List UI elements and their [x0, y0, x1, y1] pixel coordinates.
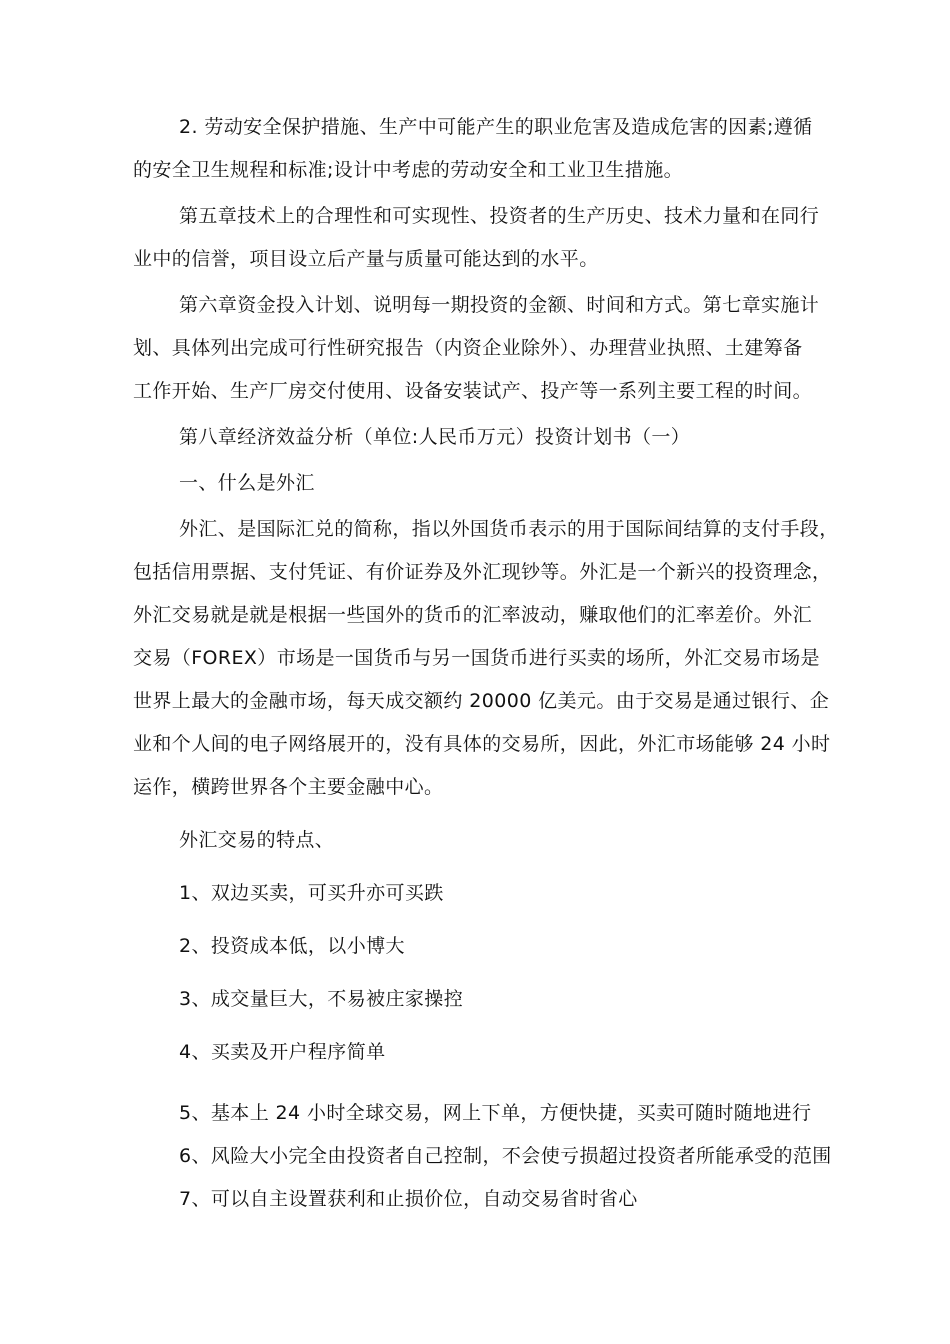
paragraph-line: 外汇、是国际汇兑的简称，指以外国货币表示的用于国际间结算的支付手段， — [179, 518, 839, 540]
list-item: 7、可以自主设置获利和止损价位，自动交易省时省心 — [179, 1188, 638, 1210]
paragraph-line: 2. 劳动安全保护措施、生产中可能产生的职业危害及造成危害的因素;遵循 — [179, 116, 813, 138]
chapter6-paragraph — [133, 290, 833, 407]
paragraph-line: 业和个人间的电子网络展开的，没有具体的交易所，因此，外汇市场能够 24 小时 — [133, 733, 831, 755]
paragraph-line: 第六章资金投入计划、说明每一期投资的金额、时间和方式。第七章实施计 — [179, 294, 820, 316]
list-item: 5、基本上 24 小时全球交易，网上下单，方便快捷，买卖可随时随地进行 — [179, 1102, 812, 1124]
document-body — [133, 112, 839, 1215]
paragraph-line: 工作开始、生产厂房交付使用、设备安装试产、投产等一系列主要工程的时间。 — [133, 380, 813, 402]
paragraph-line: 包括信用票据、支付凭证、有价证券及外汇现钞等。外汇是一个新兴的投资理念， — [133, 561, 832, 583]
paragraph-line: 划、具体列出完成可行性研究报告（内资企业除外）、办理营业执照、土建筹备 — [133, 337, 803, 359]
list-item: 4、买卖及开户程序简单 — [179, 1041, 386, 1063]
forex-paragraph — [133, 514, 839, 803]
paragraph-line: 交易（FOREX）市场是一国货币与另一国货币进行买卖的场所，外汇交易市场是 — [133, 647, 820, 669]
paragraph-line: 外汇交易就是就是根据一些国外的货币的汇率波动，赚取他们的汇率差价。外汇 — [133, 604, 813, 626]
features-heading: 外汇交易的特点、 — [179, 829, 335, 851]
paragraph-line: 的安全卫生规程和标准;设计中考虑的劳动安全和工业卫生措施。 — [133, 159, 684, 181]
list-item: 2、投资成本低，以小博大 — [179, 935, 405, 957]
chapter8-heading: 第八章经济效益分析（单位:人民币万元）投资计划书（一） — [179, 426, 691, 448]
paragraph-line: 世界上最大的金融市场，每天成交额约 20000 亿美元。由于交易是通过银行、企 — [133, 690, 830, 712]
labor-safety-paragraph — [133, 112, 833, 186]
paragraph-line: 业中的信誉，项目设立后产量与质量可能达到的水平。 — [133, 248, 599, 270]
chapter5-paragraph — [133, 201, 833, 275]
list-item: 3、成交量巨大，不易被庄家操控 — [179, 988, 464, 1010]
list-item: 6、风险大小完全由投资者自己控制，不会使亏损超过投资者所能承受的范围 — [179, 1145, 832, 1167]
list-item: 1、双边买卖，可买升亦可买跌 — [179, 882, 444, 904]
forex-heading: 一、什么是外汇 — [179, 472, 315, 494]
paragraph-line: 运作，横跨世界各个主要金融中心。 — [133, 776, 444, 798]
paragraph-line: 第五章技术上的合理性和可实现性、投资者的生产历史、技术力量和在同行 — [179, 205, 820, 227]
features-list — [133, 878, 833, 1215]
